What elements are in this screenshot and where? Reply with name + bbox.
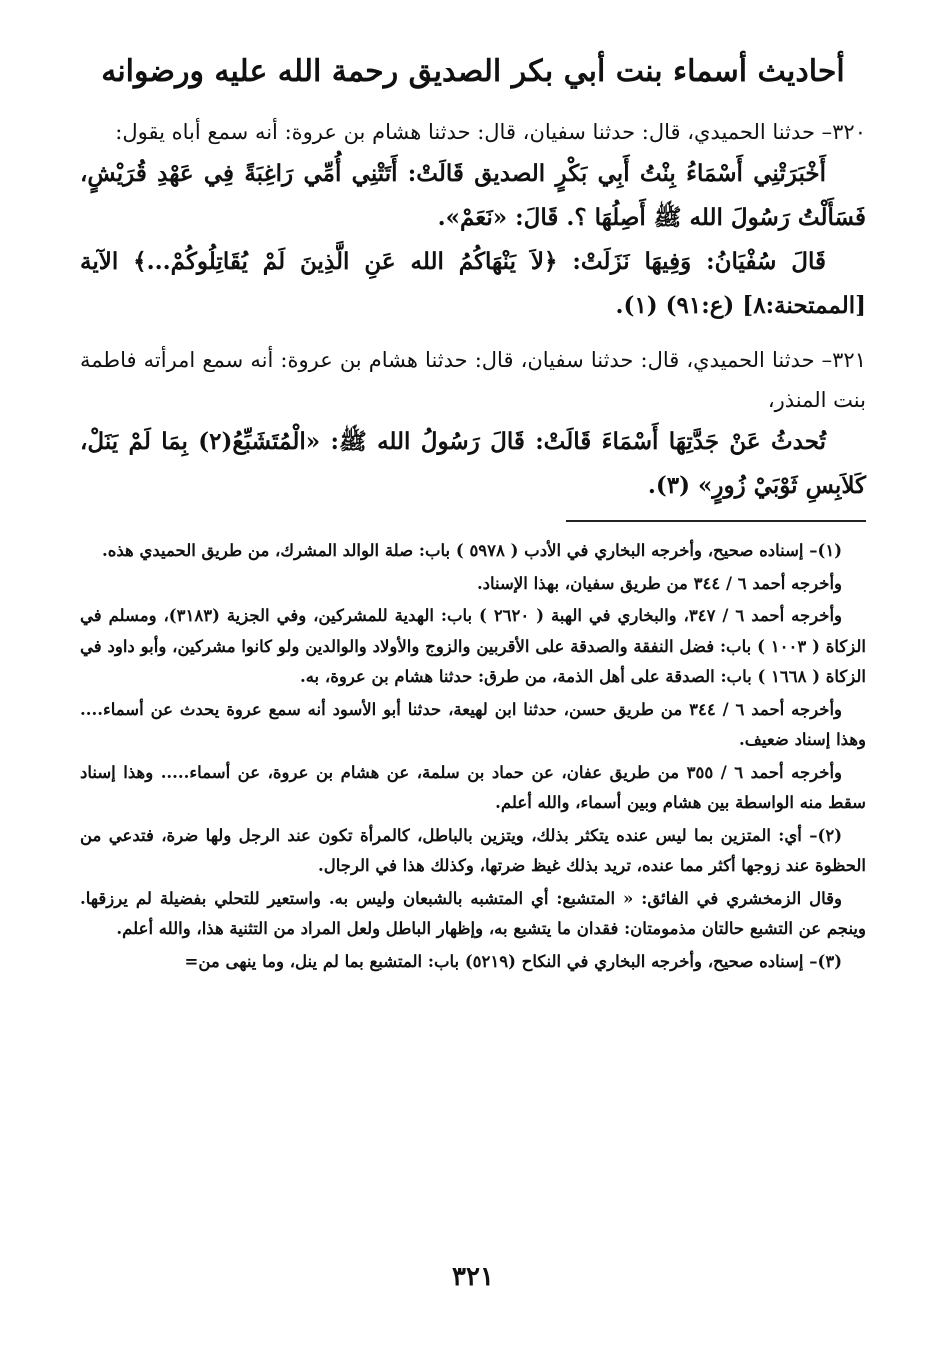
footnote: وقال الزمخشري في الفائق: « المتشبع: أي المتشبه بالشبعان وليس به. واستعير للتحلي بفضيلة لم يرزقها. وينجم عن التشبع حالتان مذمومتان: فقدان ما يتشبع به، وإظهار الباطل ولعل المراد من التثنية هذا، والله أعلم. bbox=[80, 888, 866, 938]
hadith-320 bbox=[80, 112, 866, 328]
footnote: (٣)– إسناده صحيح، وأخرجه البخاري في النكاح (٥٢١٩) باب: المتشبع بما لم ينل، وما ينهى من= bbox=[184, 951, 842, 971]
footnote: (١)– إسناده صحيح، وأخرجه البخاري في الأدب ( ٥٩٧٨ ) باب: صلة الوالد المشرك، من طريق الحميدي هذه. bbox=[101, 541, 842, 560]
footnote-divider bbox=[566, 520, 866, 522]
document-page bbox=[80, 50, 866, 1325]
footnote: (٢)– أي: المتزين بما ليس عنده يتكثر بذلك، ويتزين بالباطل، كالمرأة تكون عند الرجل ولها ضرة، فتدعي من الحظوة عند زوجها أكثر مما عنده، تريد بذلك غيظ ضرتها، وكذلك هذا في الرجال. bbox=[80, 825, 866, 875]
hadith-isnad: ٣٢١– حدثنا الحميدي، قال: حدثنا سفيان، قال: حدثنا هشام بن عروة: أنه سمع امرأته فاطمة بنت المنذر، bbox=[80, 348, 866, 412]
page-number: ٣٢١ bbox=[452, 1262, 494, 1292]
hadith-commentary: قَالَ سُفْيَانُ: وَفِيهَا نَزَلَتْ: ﴿لاَ يَنْهَاكُمُ الله عَنِ الَّذِينَ لَمْ يُقَاتِلُوكُمْ...﴾ الآية [الممتحنة:٨] (ع:٩١) (١). bbox=[80, 248, 866, 319]
hadith-matn: أَخْبَرَتْنِي أَسْمَاءُ بِنْتُ أَبِي بَكْرٍ الصديق قَالَتْ: أَتَتْنِي أُمِّي رَاغِبَةً فِي عَهْدِ قُرَيْشٍ، فَسَأَلْتُ رَسُولَ الله ﷺ أَصِلُهَا ؟. قَالَ: «نَعَمْ». bbox=[80, 160, 866, 231]
hadith-321 bbox=[80, 340, 866, 508]
footnote-divider-wrap bbox=[80, 520, 866, 522]
footnote: وأخرجه أحمد ٦ / ٣٥٥ من طريق عفان، عن حماد بن سلمة، عن هشام بن عروة، عن أسماء..... وهذا إسناد سقط منه الواسطة بين هشام وبين أسماء، والله أعلم. bbox=[80, 762, 866, 812]
footnote: وأخرجه أحمد ٦ / ٣٤٧، والبخاري في الهبة ( ٢٦٢٠ ) باب: الهدية للمشركين، وفي الجزية (٣١٨٣)، ومسلم في الزكاة ( ١٠٠٣ ) باب: فضل النفقة والصدقة على الأقربين والزوج والأولاد والوالدين ولو كانوا مشركين، وأبو داود في الزكاة ( ١٦٦٨ ) باب: الصدقة على أهل الذمة، من طرق: حدثنا هشام بن عروة، به. bbox=[80, 606, 866, 686]
page-title: أحاديث أسماء بنت أبي بكر الصديق رحمة الله عليه ورضوانه bbox=[101, 54, 845, 89]
footnotes bbox=[80, 536, 866, 977]
hadith-isnad: ٣٢٠– حدثنا الحميدي، قال: حدثنا سفيان، قال: حدثنا هشام بن عروة: أنه سمع أباه يقول: bbox=[115, 120, 866, 144]
footnote: وأخرجه أحمد ٦ / ٣٤٤ من طريق حسن، حدثنا ابن لهيعة، حدثنا أبو الأسود أنه سمع عروة يحدث عن أسماء.... وهذا إسناد ضعيف. bbox=[80, 699, 866, 749]
footnote: وأخرجه أحمد ٦ / ٣٤٤ من طريق سفيان، بهذا الإسناد. bbox=[476, 573, 842, 593]
hadith-matn: تُحدثُ عَنْ جَدَّتِهَا أَسْمَاءَ قَالَتْ: قَالَ رَسُولُ الله ﷺ: «الْمُتَشَبِّعُ(٢) بِمَا لَمْ يَنَلْ، كَلاَبِسِ ثَوْبَيْ زُورٍ» (٣). bbox=[80, 428, 866, 499]
